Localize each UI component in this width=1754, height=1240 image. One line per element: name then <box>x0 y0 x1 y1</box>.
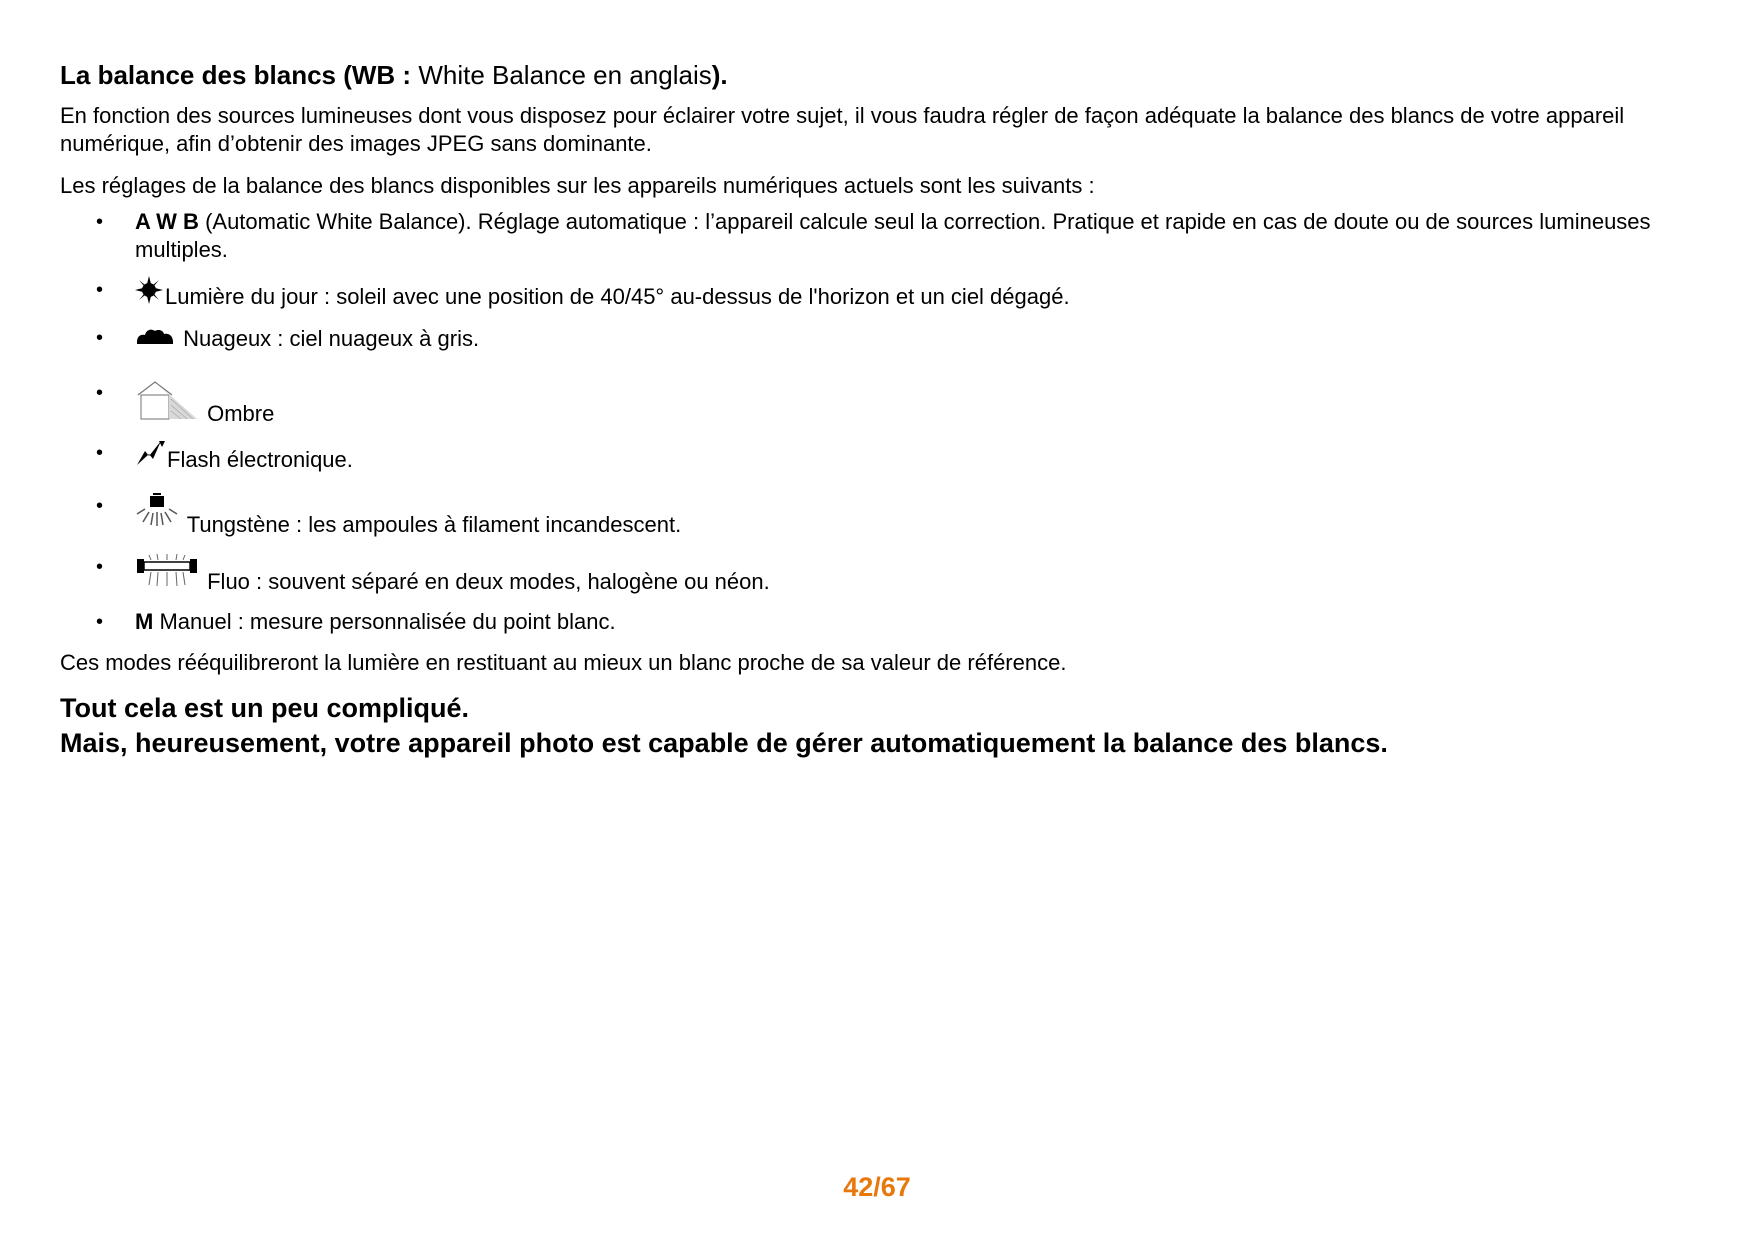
bullet: • <box>96 495 104 517</box>
list-intro-paragraph: Les réglages de la balance des blancs disponibles sur les appareils numériques actuels sont les suivants : <box>60 173 1095 198</box>
bullet: • <box>96 556 104 578</box>
cloudy-description: Nuageux : ciel nuageux à gris. <box>177 326 480 351</box>
manual-label: M <box>135 609 154 634</box>
awb-description: (Automatic White Balance). Réglage automatique : l’appareil calcule seul la correction. Pratique et rapide en cas de doute ou de sources lumineuses multiples. <box>135 209 1651 262</box>
shade-icon <box>135 379 199 428</box>
closing-line-1: Tout cela est un peu compliqué. <box>60 693 470 723</box>
title-bold-part-1: La balance des blancs (WB : <box>60 60 419 90</box>
title-normal-part: White Balance en anglais <box>418 60 712 90</box>
flash-icon <box>135 439 165 474</box>
list-item-awb <box>60 208 1700 264</box>
bullet: • <box>96 382 104 404</box>
bullet: • <box>96 611 104 633</box>
tungsten-icon <box>135 492 179 539</box>
bullet: • <box>96 279 104 301</box>
list-item-daylight <box>60 276 1700 311</box>
shade-description: Ombre <box>201 401 275 426</box>
fluorescent-icon <box>135 553 199 596</box>
list-item-manual <box>60 608 1700 636</box>
cloud-icon <box>135 324 175 353</box>
list-item-fluorescent <box>60 553 1700 596</box>
page-number: 42/67 <box>843 1172 911 1202</box>
bullet: • <box>96 327 104 349</box>
document-page <box>60 58 1700 761</box>
list-item-tungsten <box>60 492 1700 539</box>
tungsten-description: Tungstène : les ampoules à filament incandescent. <box>181 512 682 537</box>
flash-description: Flash électronique. <box>167 447 353 472</box>
list-item-cloudy <box>60 324 1700 353</box>
bullet: • <box>96 211 104 233</box>
title-bold-part-2: ). <box>711 60 728 90</box>
manual-description: Manuel : mesure personnalisée du point blanc. <box>153 609 616 634</box>
list-item-shade <box>60 379 1700 428</box>
awb-label: A W B <box>135 209 199 234</box>
white-balance-modes-list <box>60 208 1700 636</box>
sun-icon <box>135 276 163 311</box>
bullet: • <box>96 442 104 464</box>
closing-line-2: Mais, heureusement, votre appareil photo est capable de gérer automatiquement la balance des blancs. <box>60 728 1388 758</box>
section-title <box>60 58 1700 92</box>
daylight-description: Lumière du jour : soleil avec une position de 40/45° au-dessus de l'horizon et un ciel dégagé. <box>165 284 1070 309</box>
list-item-flash <box>60 439 1700 474</box>
conclusion-paragraph: Ces modes rééquilibreront la lumière en restituant au mieux un blanc proche de sa valeur de référence. <box>60 650 1067 675</box>
fluorescent-description: Fluo : souvent séparé en deux modes, halogène ou néon. <box>201 569 770 594</box>
intro-paragraph: En fonction des sources lumineuses dont vous disposez pour éclairer votre sujet, il vous faudra régler de façon adéquate la balance des blancs de votre appareil numérique, afin d’obtenir des images JPEG sans dominante. <box>60 103 1625 156</box>
